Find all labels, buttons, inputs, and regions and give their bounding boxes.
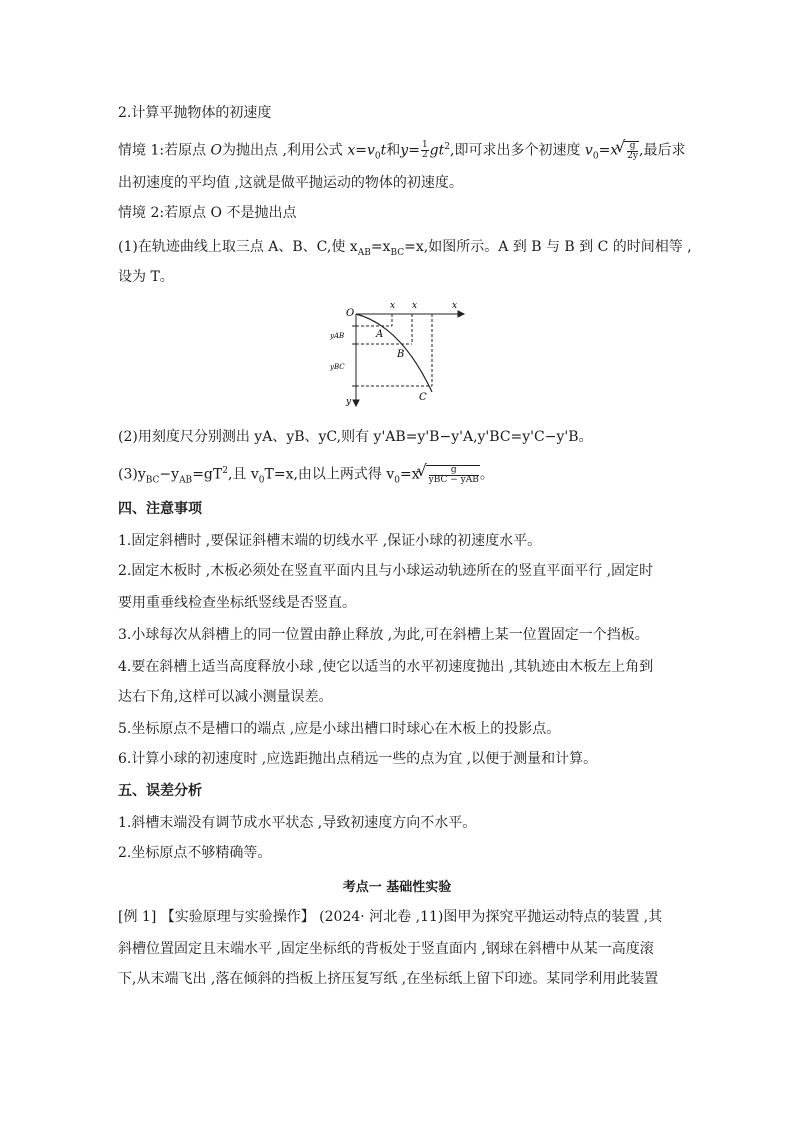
label-x-axis: x [452,301,458,311]
label-point-c: C [419,392,427,403]
section5-title: 五、误差分析 [118,783,202,799]
section4-title: 四、注意事项 [118,501,202,517]
section4-item: 4.要在斜槽上适当高度释放小球 ,使它以适当的水平初速度抛出 ,其轨迹由木板左上角到 [118,659,654,675]
case2-step1-line2: 设为 T。 [118,269,174,285]
label-dx2: x [412,301,418,311]
case2-title: 情境 2:若原点 O 不是抛出点 [118,205,297,221]
label-y-axis: y [346,397,352,407]
kaodian-heading: 考点一 基础性实验 [342,880,452,895]
label-point-b: B [397,349,405,360]
fraction-half: $\frac{1}{2}$ [421,140,428,161]
example-line: 斜槽位置固定且末端水平 ,固定坐标纸的背板处于竖直面内 ,钢球在斜槽中从某一高度滚 [118,941,654,957]
case2-step2: (2)用刻度尺分别测出 yA、yB、yC,则有 y'AB=y'B−y'A,y'BC=y'C−y'B。 [118,429,593,445]
label-point-a: A [376,329,384,340]
label-dx1: x [390,301,396,311]
case1-line2: 出初速度的平均值 ,这就是做平抛运动的物体的初速度。 [118,175,463,191]
case2-step1: (1)在轨迹曲线上取三点 A、B、C,使 $x_{AB}=x_{BC}=x$,如图所示。A 到 B 与 B 到 C 的时间相等 , [118,239,692,258]
case1-line1: 情境 1:若原点 O为抛出点 ,利用公式 $x=v_0t$和y= $\frac{1}{2}$ $gt^2$,即可求出多个初速度 $v_0=x$ √ $\frac{g}{2y}$ ,最后求 [118,138,685,165]
sqrt-g-over-ybc-minus-yab: √ $\frac{g}{\text{yBC − yAB}}$ [426,465,480,485]
section5-item: 1.斜槽末端没有调节成水平状态 ,导致初速度方向不水平。 [118,815,477,831]
case2-step3: $(3)y_{BC}-y_{AB}=gT^2$,且 $v_0T=x$,由以上两式得 $v_0=x$ √ $\frac{g}{\text{yBC − yAB}}$ 。 [118,462,494,489]
example-line: 下,从末端飞出 ,落在倾斜的挡板上挤压复写纸 ,在坐标纸上留下印迹。某同学利用此装置 [118,971,659,987]
sqrt-g-over-2y: √ $\frac{g}{2y}$ [624,141,639,161]
label-ybc: yBC [330,363,345,371]
trajectory-figure [326,296,466,410]
section5-item: 2.坐标原点不够精确等。 [118,845,272,861]
label-origin: O [346,308,355,319]
section4-item: 2.固定木板时 ,木板必须处在竖直平面内且与小球运动轨迹所在的竖直平面平行 ,固定时 [118,563,654,579]
label-yab: yAB [330,332,345,340]
section4-item: 6.计算小球的初速度时 ,应选距抛出点稍远一些的点为宜 ,以便于测量和计算。 [118,751,598,767]
section4-item: 1.固定斜槽时 ,要保证斜槽末端的切线水平 ,保证小球的初速度水平。 [118,533,542,549]
section4-item: 达右下角,这样可以减小测量误差。 [118,689,333,705]
example-line: [例 1] 【实验原理与实验操作】 (2024· 河北卷 ,11)图甲为探究平抛运动特点的装置 ,其 [118,909,663,925]
section4-item: 5.坐标原点不是槽口的端点 ,应是小球出槽口时球心在木板上的投影点。 [118,721,561,737]
section4-item: 3.小球每次从斜槽上的同一位置由静止释放 ,为此,可在斜槽上某一位置固定一个挡板。 [118,627,649,643]
y-axis-arrow [353,400,359,406]
section4-item: 要用重垂线检查坐标纸竖线是否竖直。 [118,595,356,611]
heading-calc-initial-velocity: 2.计算平抛物体的初速度 [118,105,272,121]
x-axis-arrow [458,311,464,317]
